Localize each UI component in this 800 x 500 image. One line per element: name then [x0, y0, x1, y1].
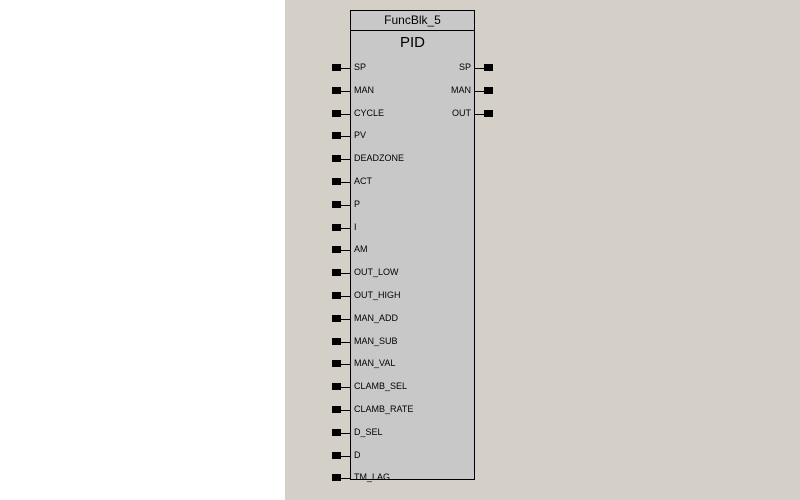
pin-terminal-icon[interactable] — [484, 110, 493, 117]
input-pin-label: OUT_HIGH — [354, 290, 401, 300]
output-pin-label: OUT — [452, 107, 471, 118]
input-pin-label: DEADZONE — [354, 153, 405, 164]
input-pin-label: MAN_SUB — [354, 335, 398, 346]
input-pin-label: D — [354, 449, 361, 460]
pin-terminal-icon[interactable] — [332, 246, 341, 253]
pin-terminal-icon[interactable] — [332, 155, 341, 162]
input-pin-label: MAN_ADD — [354, 312, 399, 323]
pin-terminal-icon[interactable] — [332, 132, 341, 139]
pin-terminal-icon[interactable] — [332, 64, 341, 71]
pin-terminal-icon[interactable] — [332, 452, 341, 459]
input-pin-label: P — [354, 198, 361, 209]
pin-terminal-icon[interactable] — [332, 338, 341, 345]
pin-terminal-icon[interactable] — [484, 87, 493, 94]
pin-terminal-icon[interactable] — [332, 383, 341, 390]
function-block-instance-name: FuncBlk_5 — [351, 11, 474, 31]
input-pin-label: OUT_LOW — [354, 267, 399, 278]
pin-terminal-icon[interactable] — [332, 178, 341, 185]
pin-terminal-icon[interactable] — [332, 292, 341, 299]
pin-terminal-icon[interactable] — [332, 474, 341, 481]
pin-terminal-icon[interactable] — [332, 224, 341, 231]
input-pin-label: I — [354, 221, 357, 232]
pin-terminal-icon[interactable] — [332, 87, 341, 94]
input-pin-label: CLAMB_SEL — [354, 381, 408, 392]
pin-terminal-icon[interactable] — [484, 64, 493, 71]
output-pin-label: SP — [458, 62, 471, 72]
output-pin-label: MAN — [451, 84, 471, 95]
pin-terminal-icon[interactable] — [332, 110, 341, 117]
pin-terminal-icon[interactable] — [332, 360, 341, 367]
input-pin-label: CLAMB_RATE — [354, 404, 414, 414]
input-pin-label: MAN_VAL — [354, 358, 396, 369]
pin-terminal-icon[interactable] — [332, 429, 341, 436]
input-pin-label: PV — [354, 130, 367, 141]
pin-terminal-icon[interactable] — [332, 315, 341, 322]
pin-terminal-icon[interactable] — [332, 201, 341, 208]
input-pin-label: CYCLE — [354, 107, 385, 118]
input-pin-label: TM_LAG — [354, 472, 391, 483]
input-pin-label: MAN — [354, 84, 374, 95]
input-pin-label: ACT — [354, 176, 372, 186]
input-pin-label: SP — [354, 62, 367, 72]
function-block-type-name: PID — [399, 34, 425, 51]
pin-terminal-icon[interactable] — [332, 406, 341, 413]
input-pin-label: D_SEL — [354, 426, 383, 437]
input-pin-label: AM — [354, 244, 368, 255]
pin-terminal-icon[interactable] — [332, 269, 341, 276]
